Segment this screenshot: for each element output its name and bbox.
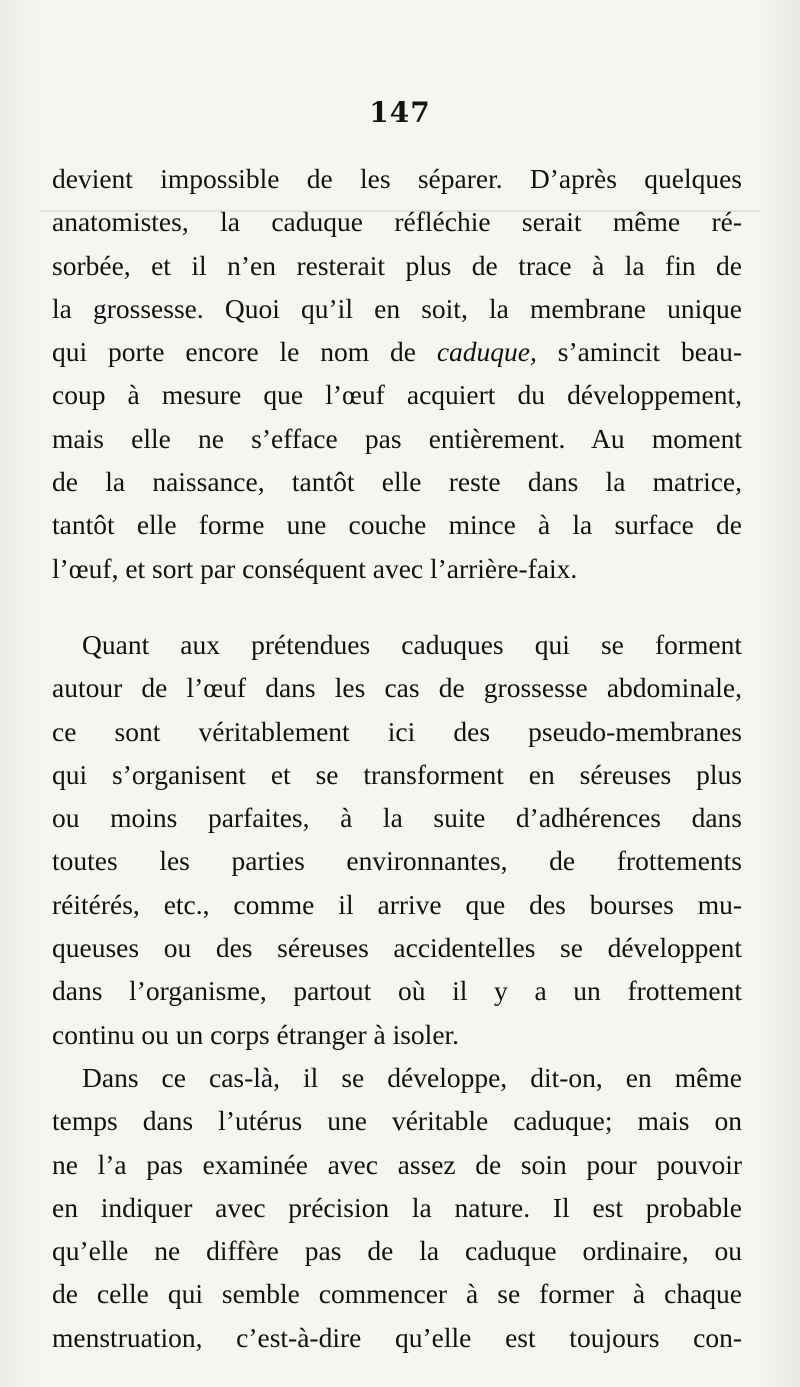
text-segment: s’amincit beau- xyxy=(536,336,743,368)
text-line: devient impossible de les séparer. D’après quelques xyxy=(52,163,742,194)
paragraph-1 xyxy=(52,157,742,590)
text-line: mais elle ne s’efface pas entièrement. Au moment xyxy=(52,422,742,454)
text-line: anatomistes, la caduque réfléchie serait même ré- xyxy=(52,206,742,238)
text-line: ce sont véritablement ici des pseudo-membranes xyxy=(52,715,742,747)
text-line: ne l’a pas examinée avec assez de soin pour pouvoir xyxy=(52,1148,742,1180)
paragraph-2 xyxy=(52,623,742,1056)
text-line: sorbée, et il n’en resterait plus de trace à la fin de xyxy=(52,249,742,281)
text-segment: qui porte encore le nom de xyxy=(52,336,416,368)
text-line: de la naissance, tantôt elle reste dans la matrice, xyxy=(52,466,742,498)
text-line: tantôt elle forme une couche mince à la surface de xyxy=(52,509,742,541)
text-line: l’œuf, et sort par conséquent avec l’arrière-faix. xyxy=(52,552,578,584)
text-line: Dans ce cas-là, il se développe, dit-on, en même xyxy=(82,1061,742,1093)
text-line: qui s’organisent et se transforment en séreuses plus xyxy=(52,758,742,790)
text-line: queuses ou des séreuses accidentelles se développent xyxy=(52,932,742,964)
page-number: 147 xyxy=(369,96,431,129)
text-line: Quant aux prétendues caduques qui se forment xyxy=(82,628,742,660)
text-line: menstruation, c’est-à-dire qu’elle est toujours con- xyxy=(52,1321,742,1353)
paragraph-gap xyxy=(52,590,742,623)
text-line: de celle qui semble commencer à se former à chaque xyxy=(52,1278,742,1310)
text-line: en indiquer avec précision la nature. Il est probable xyxy=(52,1191,742,1223)
text-line: dans l’organisme, partout où il y a un frottement xyxy=(52,975,742,1007)
text-line: temps dans l’utérus une véritable caduque; mais on xyxy=(52,1105,742,1137)
text-line: qu’elle ne diffère pas de la caduque ordinaire, ou xyxy=(52,1235,742,1267)
text-line-with-italic xyxy=(52,330,742,373)
text-line: autour de l’œuf dans les cas de grossesse abdominale, xyxy=(52,672,742,704)
text-line: réitérés, etc., comme il arrive que des bourses mu- xyxy=(52,888,742,920)
text-line: ou moins parfaites, à la suite d’adhérences dans xyxy=(52,802,742,834)
paragraph-3 xyxy=(52,1056,742,1359)
italic-term: caduque, xyxy=(436,336,537,368)
text-line: la grossesse. Quoi qu’il en soit, la membrane unique xyxy=(52,292,742,324)
text-line: toutes les parties environnantes, de frottements xyxy=(52,845,742,877)
text-line: coup à mesure que l’œuf acquiert du développement, xyxy=(52,379,742,411)
text-line: continu ou un corps étranger à isoler. xyxy=(52,1018,460,1050)
body-text xyxy=(52,157,742,1359)
